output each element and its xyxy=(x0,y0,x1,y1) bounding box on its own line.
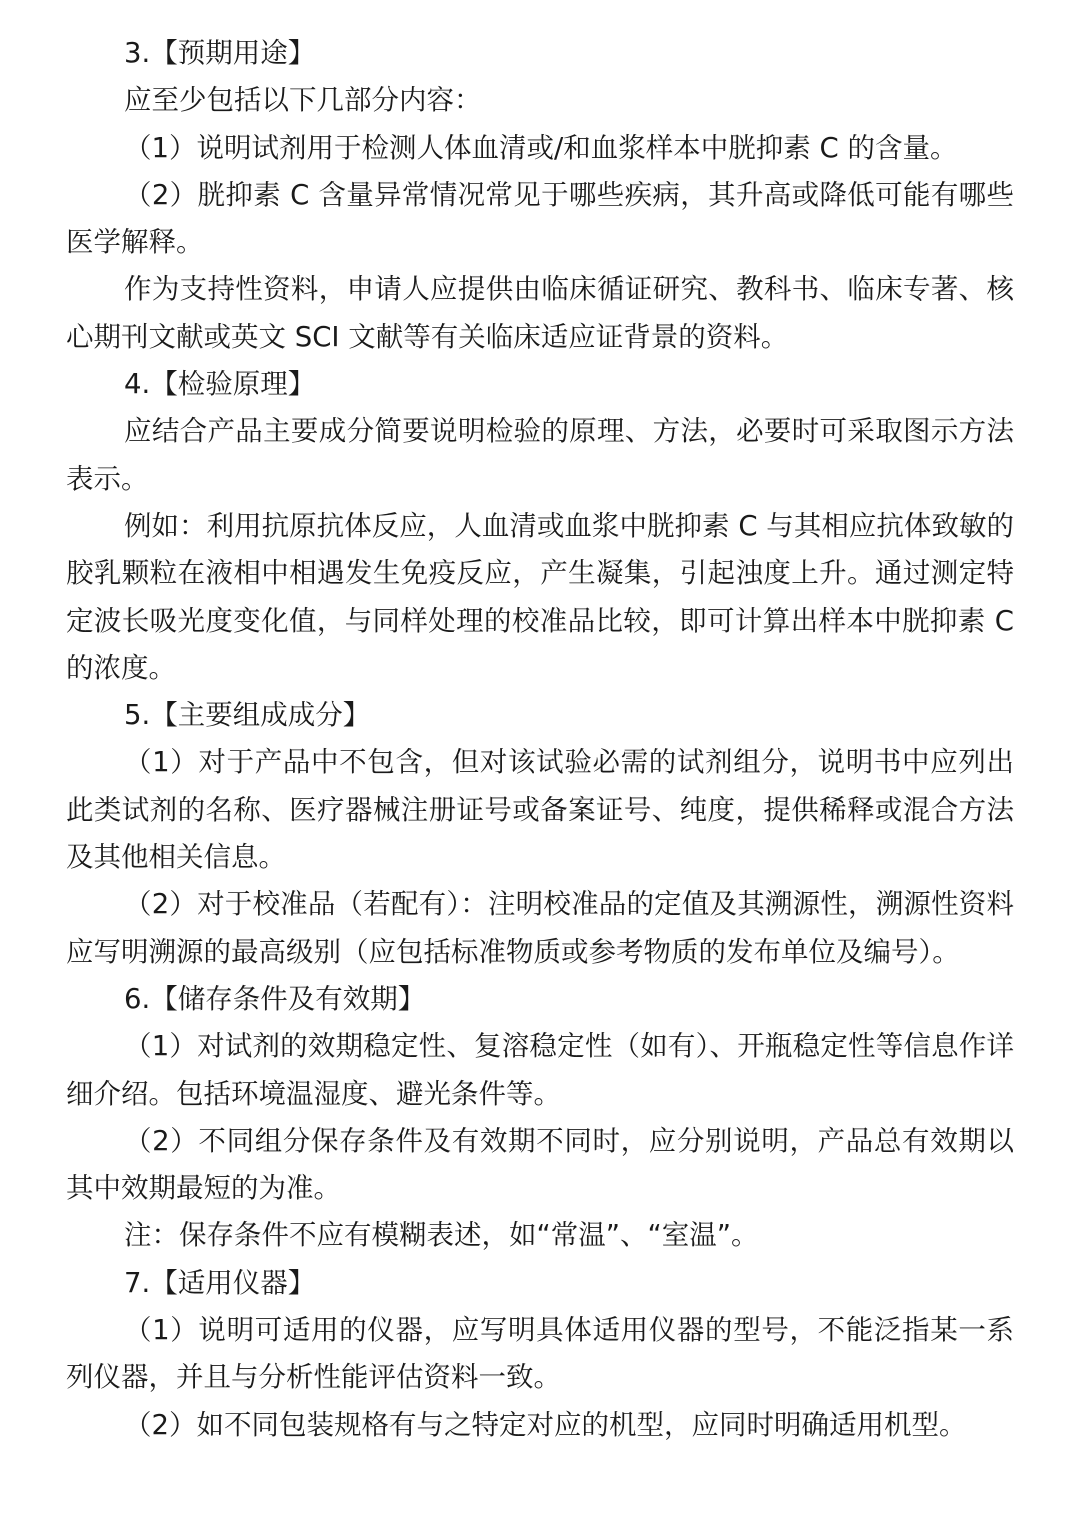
paragraph: （1）说明可适用的仪器，应写明具体适用仪器的型号，不能泛指某一系列仪器，并且与分析性能评估资料一致。 xyxy=(66,1314,1014,1394)
paragraph: （2）如不同包装规格有与之特定对应的机型，应同时明确适用机型。 xyxy=(124,1408,967,1441)
paragraph: （2）不同组分保存条件及有效期不同时，应分别说明，产品总有效期以其中效期最短的为准。 xyxy=(66,1124,1014,1205)
section-heading-storage: 6.【储存条件及有效期】 xyxy=(124,982,426,1015)
paragraph: （1）对试剂的效期稳定性、复溶稳定性（如有）、开瓶稳定性等信息作详细介绍。包括环境温湿度、避光条件等。 xyxy=(66,1030,1014,1110)
section-heading-test-principle: 4.【检验原理】 xyxy=(124,368,316,401)
paragraph: （1）说明试剂用于检测人体血清或/和血浆样本中胱抑素 C 的含量。 xyxy=(124,131,958,164)
section-heading-intended-use: 3.【预期用途】 xyxy=(124,37,316,69)
paragraph: 应结合产品主要成分简要说明检验的原理、方法，必要时可采取图示方法表示。 xyxy=(66,415,1014,495)
paragraph: （1）对于产品中不包含，但对该试验必需的试剂组分，说明书中应列出此类试剂的名称、医疗器械注册证号或备案证号、纯度，提供稀释或混合方法及其他相关信息。 xyxy=(66,746,1014,874)
paragraph: 应至少包括以下几部分内容： xyxy=(124,84,482,117)
paragraph: （2）对于校准品（若配有）：注明校准品的定值及其溯源性，溯源性资料应写明溯源的最高级别（应包括标准物质或参考物质的发布单位及编号）。 xyxy=(66,888,1014,968)
paragraph: 例如：利用抗原抗体反应，人血清或血浆中胱抑素 C 与其相应抗体致敏的胶乳颗粒在液相中相遇发生免疫反应，产生凝集，引起浊度上升。通过测定特定波长吸光度变化值，与同样处理的校准品比较，即可计算出样本中胱抑素 C 的浓度。 xyxy=(66,509,1023,684)
paragraph: （2）胱抑素 C 含量异常情况常见于哪些疾病，其升高或降低可能有哪些医学解释。 xyxy=(66,178,1014,259)
paragraph: 注：保存条件不应有模糊表述，如“常温”、“室温”。 xyxy=(124,1219,759,1252)
paragraph: 作为支持性资料，申请人应提供由临床循证研究、教科书、临床专著、核心期刊文献或英文 SCI 文献等有关临床适应证背景的资料。 xyxy=(66,273,1014,353)
section-heading-instruments: 7.【适用仪器】 xyxy=(124,1266,316,1299)
section-heading-main-components: 5.【主要组成成分】 xyxy=(124,699,371,732)
